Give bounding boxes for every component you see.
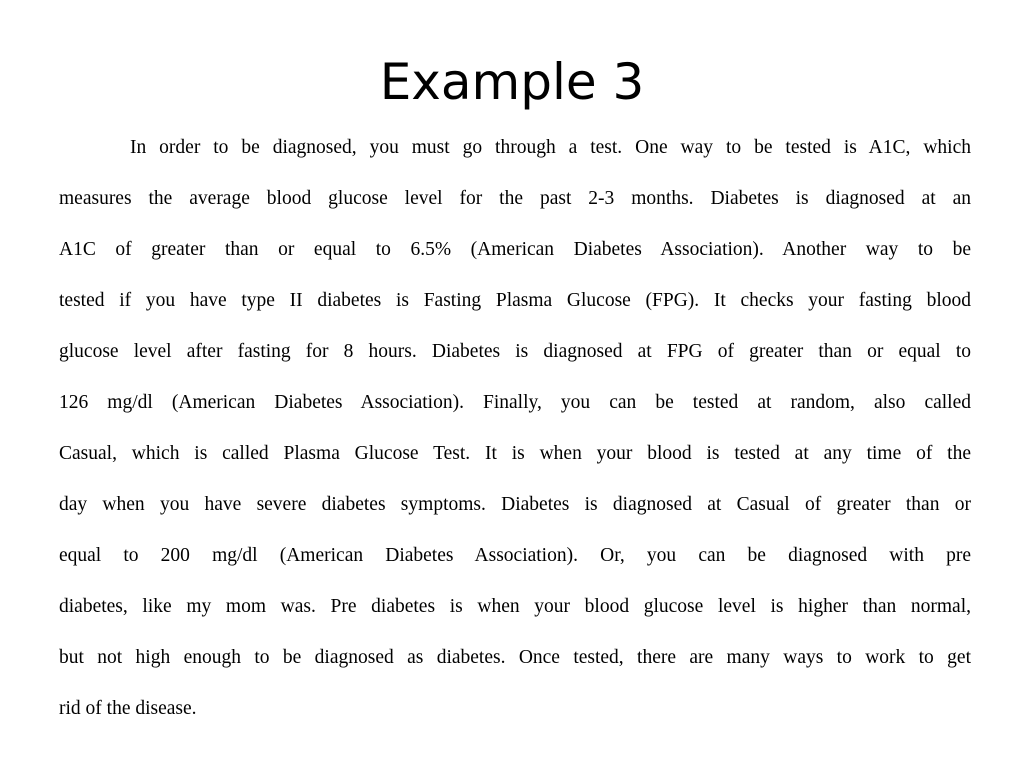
paragraph-line: glucose level after fasting for 8 hours. Diabetes is diagnosed at FPG of greater than or equal to xyxy=(59,341,971,362)
paragraph-line: day when you have severe diabetes symptoms. Diabetes is diagnosed at Casual of greater than or xyxy=(59,494,971,515)
paragraph-line: Casual, which is called Plasma Glucose Test. It is when your blood is tested at any time of the xyxy=(59,443,971,464)
paragraph-line: but not high enough to be diagnosed as diabetes. Once tested, there are many ways to work to get xyxy=(59,647,971,668)
paragraph-line: A1C of greater than or equal to 6.5% (American Diabetes Association). Another way to be xyxy=(59,239,971,260)
paragraph-line: measures the average blood glucose level for the past 2-3 months. Diabetes is diagnosed at an xyxy=(59,188,971,209)
paragraph-line: 126 mg/dl (American Diabetes Association). Finally, you can be tested at random, also called xyxy=(59,392,971,413)
document-excerpt xyxy=(59,122,971,734)
slide-title: Example 3 xyxy=(379,53,645,111)
paragraph-line: rid of the disease. xyxy=(59,698,197,719)
paragraph-line: In order to be diagnosed, you must go through a test. One way to be tested is A1C, which xyxy=(130,137,971,158)
paragraph-line: diabetes, like my mom was. Pre diabetes is when your blood glucose level is higher than normal, xyxy=(59,596,971,617)
paragraph-line: equal to 200 mg/dl (American Diabetes Association). Or, you can be diagnosed with pre xyxy=(59,545,971,566)
paragraph-line: tested if you have type II diabetes is Fasting Plasma Glucose (FPG). It checks your fasting blood xyxy=(59,290,971,311)
